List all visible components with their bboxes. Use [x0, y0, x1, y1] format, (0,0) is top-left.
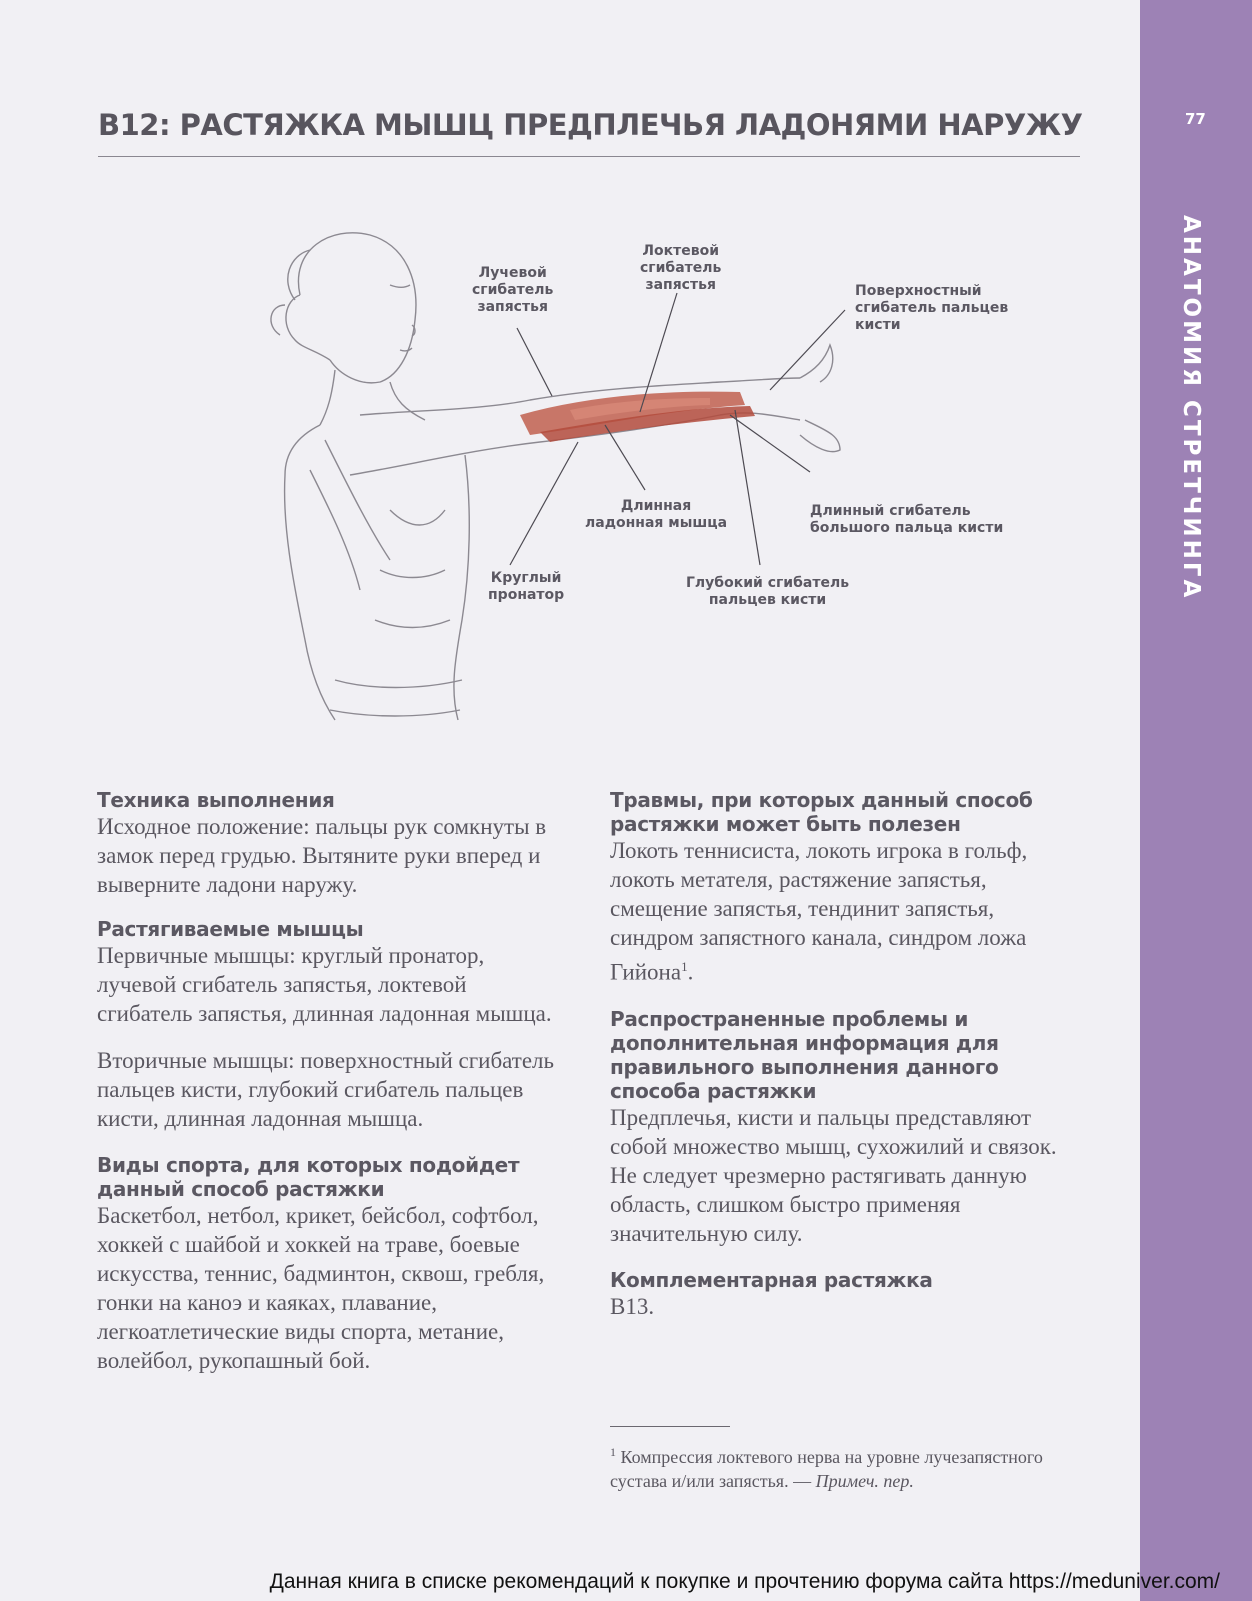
label-ulnar-flexor: Локтевой сгибатель запястья [640, 243, 722, 293]
text-technique: Исходное положение: пальцы рук сомкнуты в замок перед грудью. Вытяните руки вперед и выверните ладони наружу. [97, 814, 547, 897]
heading-muscles: Растягиваемые мышцы [97, 917, 364, 941]
footnote-text: Компрессия локтевого нерва на уровне лучезапястного сустава и/или запястья. — [610, 1447, 1043, 1491]
text-problems: Предплечья, кисти и пальцы представляют собой множество мышц, сухожилий и связок. Не следует чрезмерно растягивать данную область, слишком быстро применяя значительную силу. [610, 1104, 1057, 1246]
heading-sports: Виды спорта, для которых подойдет данный способ растяжки [97, 1153, 520, 1201]
injuries-text-end: . [687, 959, 694, 985]
footnote [610, 1440, 1050, 1493]
right-column [610, 788, 1070, 1321]
label-superficial-flexor: Поверхностный сгибатель пальцев кисти [855, 283, 1009, 333]
page-number: 77 [1185, 110, 1206, 128]
footnote-number: 1 [610, 1445, 616, 1459]
text-secondary-muscles: Вторичные мышцы: поверхностный сгибатель пальцев кисти, глубокий сгибатель пальцев кисти, длинная ладонная мышца. [97, 1048, 555, 1131]
bottom-watermark-note: Данная книга в списке рекомендаций к покупке и прочтению форума сайта https://meduniver.com/ [269, 1570, 1220, 1593]
injuries-text: Локоть теннисиста, локоть игрока в гольф, локоть метателя, растяжение запястья, смещение запястья, тендинит запястья, синдром запястного канала, синдром ложа Гийона [610, 838, 1028, 985]
label-pronator: Круглый пронатор [488, 570, 565, 603]
page-title: В12: РАСТЯЖКА МЫШЦ ПРЕДПЛЕЧЬЯ ЛАДОНЯМИ НАРУЖУ [98, 108, 1083, 142]
section-side-title: АНАТОМИЯ СТРЕТЧИНГА [1178, 215, 1204, 601]
text-primary-muscles: Первичные мышцы: круглый пронатор, лучевой сгибатель запястья, локтевой сгибатель запястья, длинная ладонная мышца. [97, 943, 552, 1026]
text-injuries [610, 836, 1070, 987]
heading-complementary: Комплементарная растяжка [610, 1267, 933, 1292]
heading-technique: Техника выполнения [97, 788, 335, 812]
label-flexor-pollicis: Длинный сгибатель большого пальца кисти [810, 503, 1004, 536]
left-column [97, 788, 567, 1375]
label-palmaris-longus: Длинная ладонная мышца [585, 498, 728, 531]
label-deep-flexor: Глубокий сгибатель пальцев кисти [686, 575, 850, 608]
title-rule [98, 156, 1080, 157]
footnote-rule [610, 1426, 730, 1427]
text-complementary: В13. [610, 1293, 655, 1319]
heading-problems: Распространенные проблемы и дополнительная информация для правильного выполнения данного способа растяжки [610, 1006, 999, 1103]
anatomy-figure [240, 210, 1060, 750]
footnote-translator-note: Примеч. пер. [815, 1471, 914, 1491]
footnote-ref: 1 [681, 959, 688, 974]
heading-injuries: Травмы, при которых данный способ растяжки может быть полезен [610, 788, 1033, 836]
text-sports: Баскетбол, нетбол, крикет, бейсбол, софтбол, хоккей с шайбой и хоккей на траве, боевые искусства, теннис, бадминтон, сквош, гребля, гонки на каноэ и каяках, плавание, легкоатлетические виды спорта, метание, волейбол, рукопашный бой. [97, 1203, 545, 1373]
label-radial-flexor: Лучевой сгибатель запястья [472, 265, 554, 315]
